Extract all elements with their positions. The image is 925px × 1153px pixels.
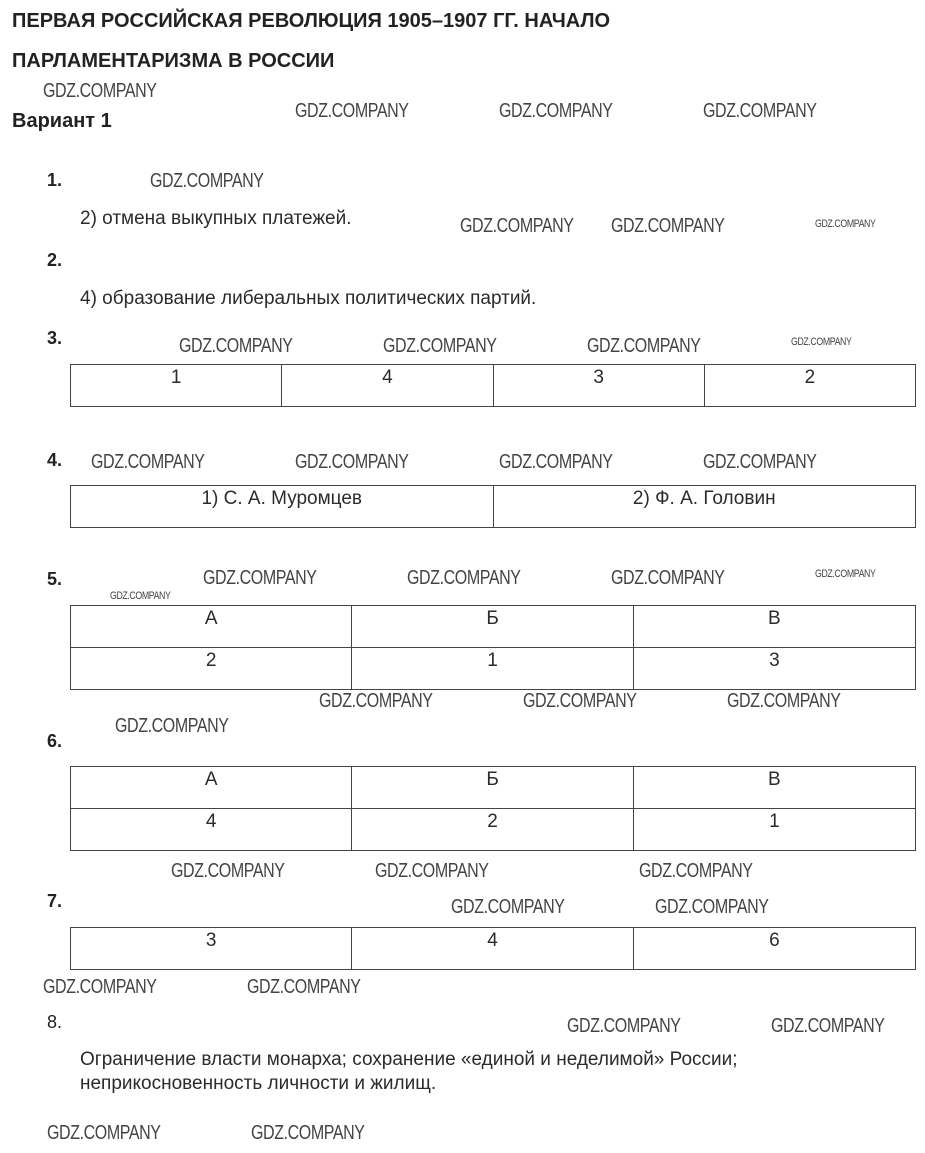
watermark: GDZ.COMPANY xyxy=(247,976,361,998)
watermark: GDZ.COMPANY xyxy=(567,1015,681,1037)
task-2-answer: 4) образование либеральных политических партий. xyxy=(80,288,537,309)
table-cell: 1) С. А. Муромцев xyxy=(71,486,494,528)
watermark: GDZ.COMPANY xyxy=(451,896,565,918)
watermark: GDZ.COMPANY xyxy=(815,218,876,230)
watermark: GDZ.COMPANY xyxy=(383,335,497,357)
watermark: GDZ.COMPANY xyxy=(499,451,613,473)
task-4-number: 4. xyxy=(47,450,63,470)
watermark: GDZ.COMPANY xyxy=(43,976,157,998)
table-cell: 3 xyxy=(71,928,352,970)
watermark: GDZ.COMPANY xyxy=(295,100,409,122)
table-cell: 1 xyxy=(71,365,282,407)
task-7-table xyxy=(70,927,916,970)
watermark: GDZ.COMPANY xyxy=(47,1122,161,1144)
table-cell: 4 xyxy=(352,928,633,970)
watermark: GDZ.COMPANY xyxy=(375,860,489,882)
watermark: GDZ.COMPANY xyxy=(179,335,293,357)
task-6-number: 6. xyxy=(47,731,63,751)
watermark: GDZ.COMPANY xyxy=(43,80,157,102)
watermark: GDZ.COMPANY xyxy=(815,568,876,580)
watermark: GDZ.COMPANY xyxy=(587,335,701,357)
table-cell: 2 xyxy=(71,648,352,690)
watermark: GDZ.COMPANY xyxy=(115,715,229,737)
watermark: GDZ.COMPANY xyxy=(703,100,817,122)
table-cell: 4 xyxy=(71,809,352,851)
table-header-cell: Б xyxy=(352,606,633,648)
watermark: GDZ.COMPANY xyxy=(639,860,753,882)
watermark: GDZ.COMPANY xyxy=(203,567,317,589)
task-4-table xyxy=(70,485,916,528)
page-title-line1: ПЕРВАЯ РОССИЙСКАЯ РЕВОЛЮЦИЯ 1905–1907 ГГ. НАЧАЛО xyxy=(12,10,611,32)
task-2-number: 2. xyxy=(47,250,63,270)
watermark: GDZ.COMPANY xyxy=(771,1015,885,1037)
table-cell: 2 xyxy=(704,365,915,407)
watermark: GDZ.COMPANY xyxy=(407,567,521,589)
task-5-table xyxy=(70,605,916,690)
table-cell: 4 xyxy=(282,365,493,407)
watermark: GDZ.COMPANY xyxy=(150,170,264,192)
task-8-number: 8. xyxy=(47,1012,63,1032)
table-cell: 3 xyxy=(493,365,704,407)
table-header-cell: В xyxy=(633,767,915,809)
table-cell: 6 xyxy=(633,928,915,970)
task-6-table xyxy=(70,766,916,851)
table-header-cell: Б xyxy=(352,767,633,809)
task-5-number: 5. xyxy=(47,569,63,589)
table-header-cell: А xyxy=(71,767,352,809)
table-cell: 2 xyxy=(352,809,633,851)
task-3-table xyxy=(70,364,916,407)
task-1-answer: 2) отмена выкупных платежей. xyxy=(80,208,352,229)
task-8-answer: Ограничение власти монарха; сохранение «единой и неделимой» России; неприкосновенность личности и жилищ. xyxy=(80,1049,738,1094)
task-7-number: 7. xyxy=(47,891,63,911)
watermark: GDZ.COMPANY xyxy=(655,896,769,918)
watermark: GDZ.COMPANY xyxy=(171,860,285,882)
table-header-cell: В xyxy=(633,606,915,648)
table-header-cell: А xyxy=(71,606,352,648)
table-cell: 1 xyxy=(352,648,633,690)
watermark: GDZ.COMPANY xyxy=(523,690,637,712)
watermark: GDZ.COMPANY xyxy=(499,100,613,122)
task-3-number: 3. xyxy=(47,328,63,348)
watermark: GDZ.COMPANY xyxy=(611,215,725,237)
watermark: GDZ.COMPANY xyxy=(251,1122,365,1144)
watermark: GDZ.COMPANY xyxy=(319,690,433,712)
watermark: GDZ.COMPANY xyxy=(611,567,725,589)
task-1-number: 1. xyxy=(47,170,63,190)
watermark: GDZ.COMPANY xyxy=(460,215,574,237)
watermark: GDZ.COMPANY xyxy=(110,590,171,602)
table-cell: 2) Ф. А. Головин xyxy=(493,486,916,528)
table-cell: 3 xyxy=(633,648,915,690)
watermark: GDZ.COMPANY xyxy=(91,451,205,473)
watermark: GDZ.COMPANY xyxy=(703,451,817,473)
page-title-line2: ПАРЛАМЕНТАРИЗМА В РОССИИ xyxy=(12,50,335,72)
watermark: GDZ.COMPANY xyxy=(295,451,409,473)
table-cell: 1 xyxy=(633,809,915,851)
watermark: GDZ.COMPANY xyxy=(791,336,852,348)
watermark: GDZ.COMPANY xyxy=(727,690,841,712)
variant-heading: Вариант 1 xyxy=(12,110,112,132)
